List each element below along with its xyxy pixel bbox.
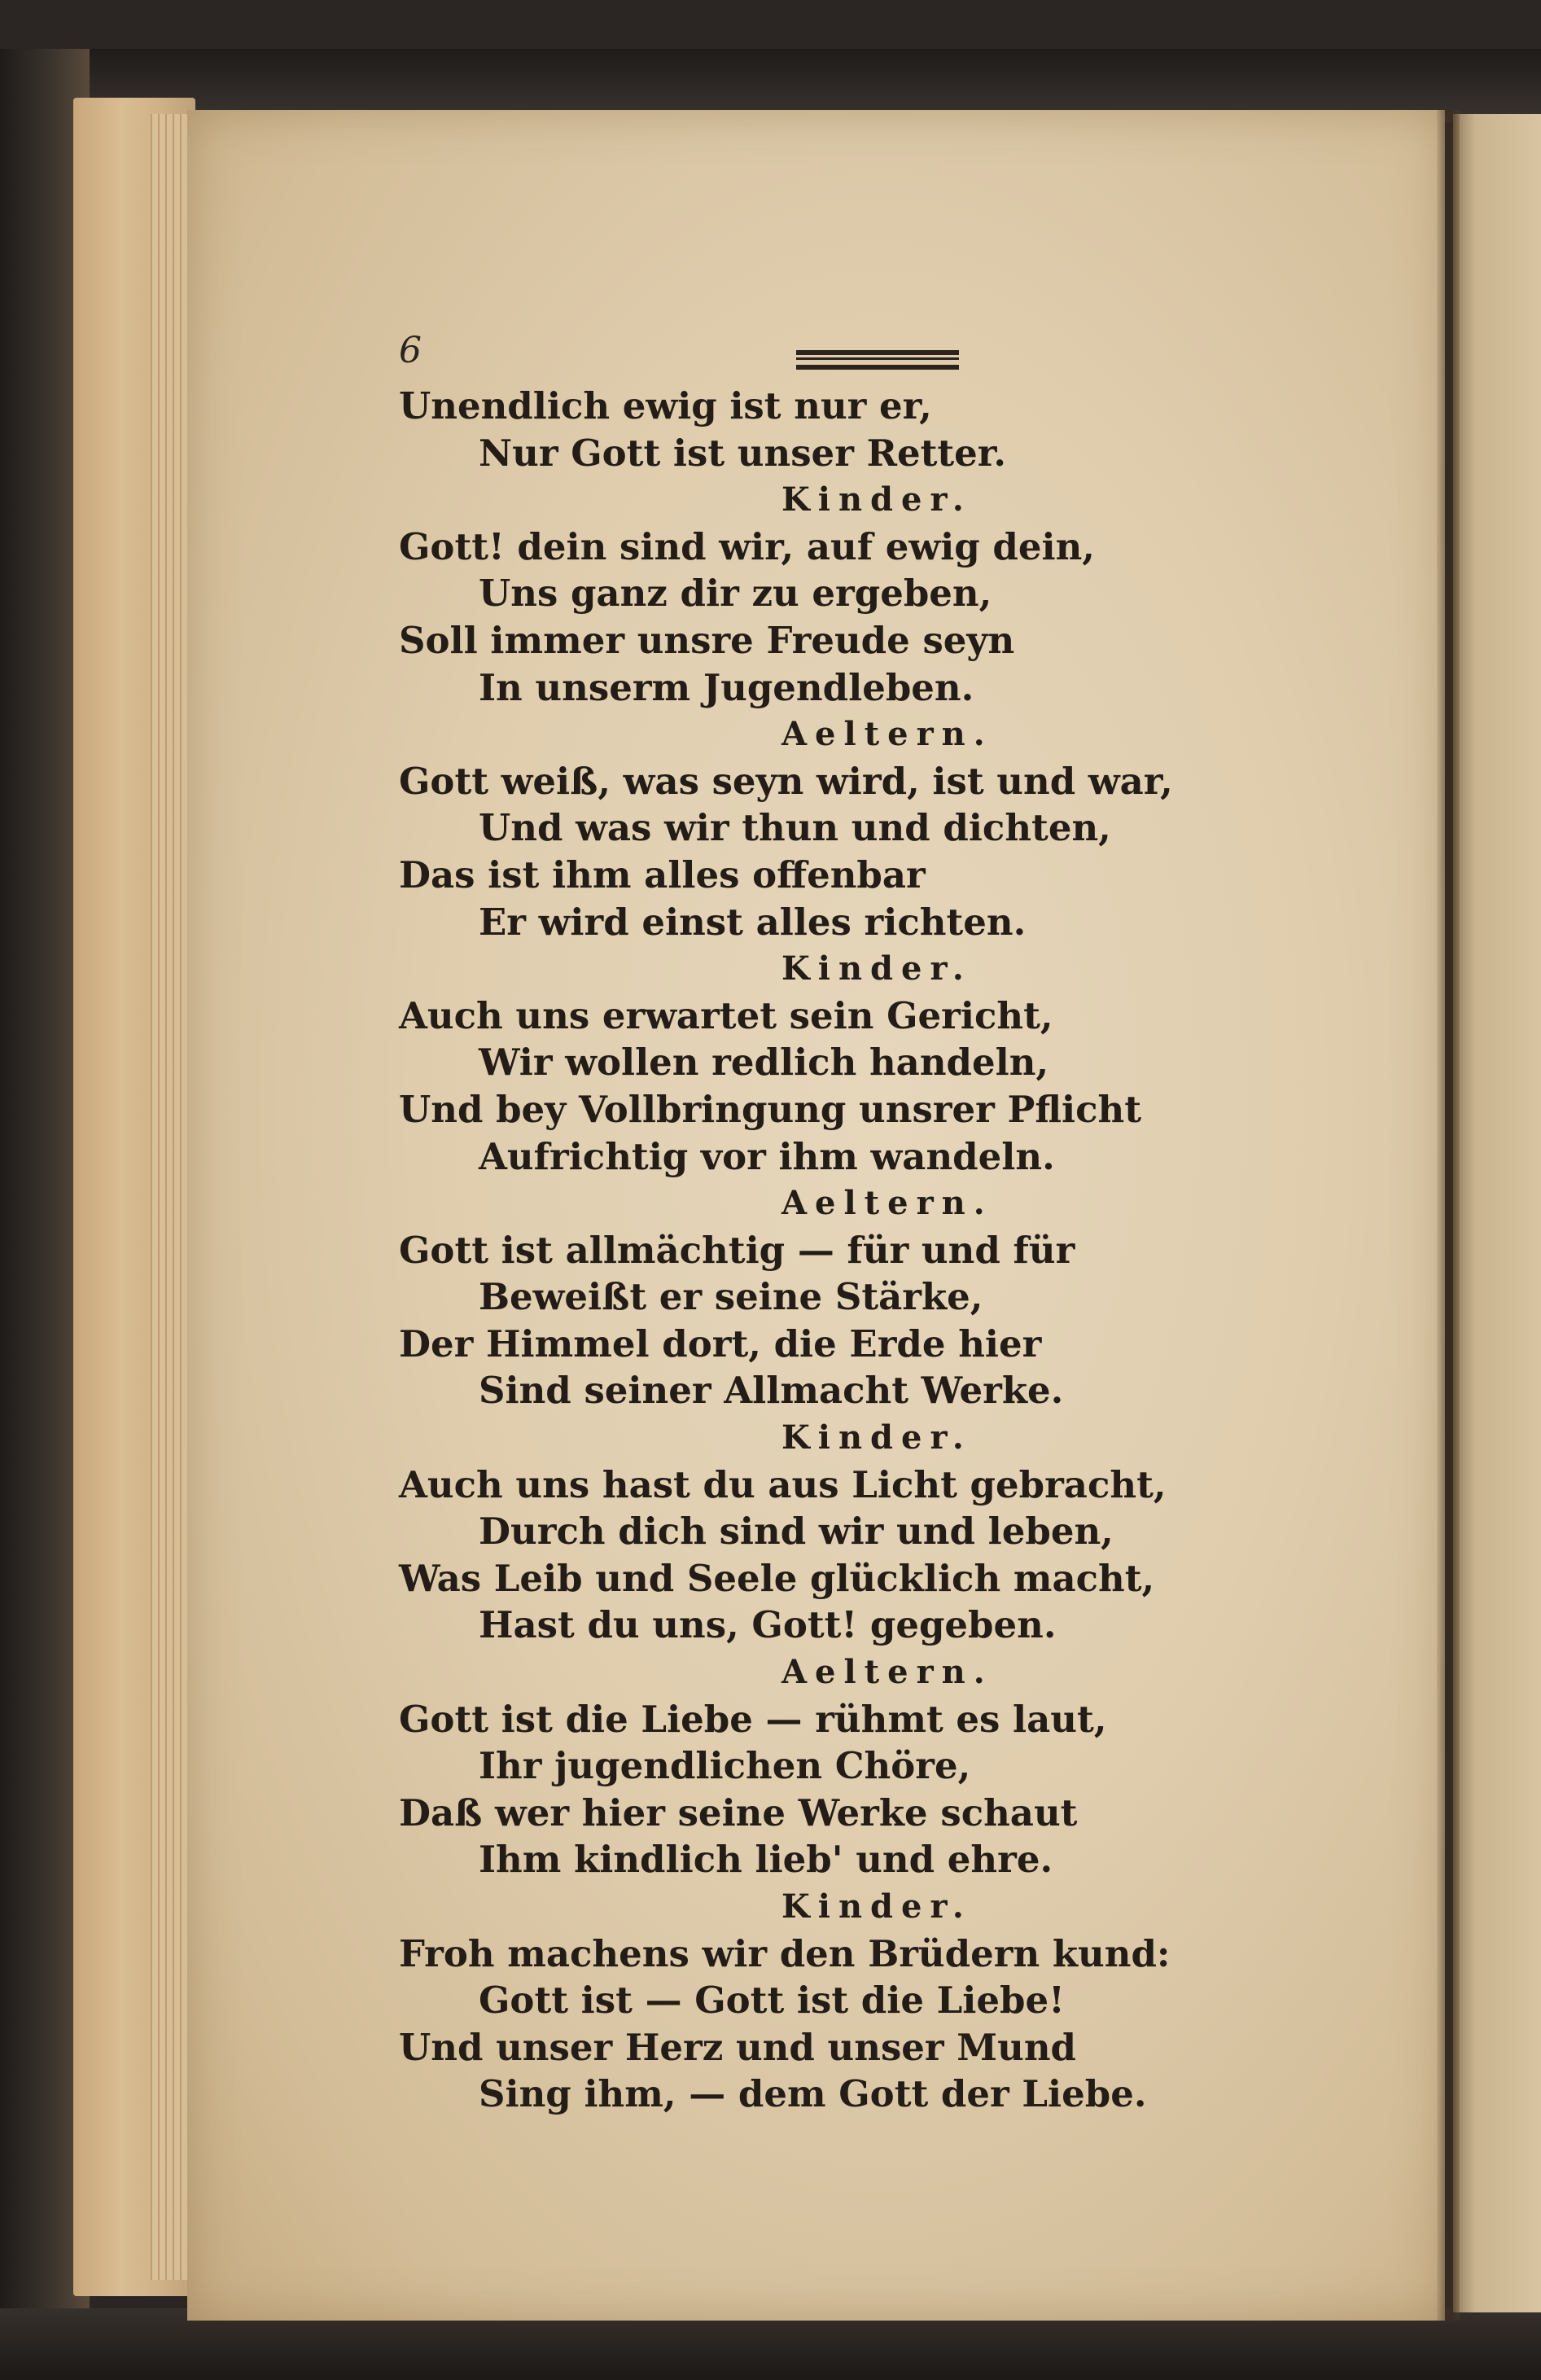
verse-line: In unserm Jugendleben. bbox=[479, 665, 974, 709]
verse-line: Was Leib und Seele glücklich macht, bbox=[399, 1556, 1155, 1600]
verse-line: Beweißt er seine Stärke, bbox=[479, 1275, 983, 1319]
verse-line: Froh machens wir den Brüdern kund: bbox=[399, 1931, 1171, 1975]
verse-line: Daß wer hier seine Werke schaut bbox=[399, 1790, 1078, 1834]
speaker-heading: Aeltern. bbox=[781, 1653, 993, 1692]
verse-line: Gott weiß, was seyn wird, ist und war, bbox=[399, 759, 1173, 803]
speaker-heading: Kinder. bbox=[781, 1418, 972, 1457]
verse-line: Gott ist die Liebe — rühmt es laut, bbox=[399, 1697, 1107, 1741]
verse-line: Wir wollen redlich handeln, bbox=[479, 1041, 1049, 1085]
verse-line: Das ist ihm alles offenbar bbox=[399, 853, 926, 896]
speaker-heading: Kinder. bbox=[781, 480, 972, 519]
verse-line: Auch uns hast du aus Licht gebracht, bbox=[399, 1462, 1167, 1506]
page-stack-edges bbox=[151, 114, 191, 2280]
verse-line: Soll immer unsre Freude seyn bbox=[399, 618, 1015, 662]
verse-line: Sind seiner Allmacht Werke. bbox=[479, 1369, 1064, 1413]
page-number: 6 bbox=[399, 330, 422, 371]
verse-line: Unendlich ewig ist nur er, bbox=[399, 384, 932, 427]
verse-line: Er wird einst alles richten. bbox=[479, 900, 1027, 944]
header-rule-ornament bbox=[796, 350, 959, 370]
verse-line: Sing ihm, — dem Gott der Liebe. bbox=[479, 2072, 1147, 2116]
speaker-heading: Kinder. bbox=[781, 949, 972, 988]
page-gutter bbox=[1437, 110, 1460, 2321]
verse-line: Der Himmel dort, die Erde hier bbox=[399, 1321, 1042, 1365]
verse-line: Gott! dein sind wir, auf ewig dein, bbox=[399, 524, 1095, 568]
speaker-heading: Aeltern. bbox=[781, 715, 993, 754]
verse-line: Gott ist allmächtig — für und für bbox=[399, 1228, 1075, 1272]
speaker-heading: Aeltern. bbox=[781, 1184, 993, 1223]
verse-line: Durch dich sind wir und leben, bbox=[479, 1510, 1114, 1554]
verse-line: Hast du uns, Gott! gegeben. bbox=[479, 1603, 1057, 1647]
verse-line: Uns ganz dir zu ergeben, bbox=[479, 572, 992, 616]
verse-line: Und bey Vollbringung unsrer Pflicht bbox=[399, 1087, 1142, 1131]
verse-line: Aufrichtig vor ihm wandeln. bbox=[479, 1134, 1055, 1178]
verse-line: Ihr jugendlichen Chöre, bbox=[479, 1744, 971, 1788]
verse-line: Nur Gott ist unser Retter. bbox=[479, 431, 1007, 475]
verse-line: Gott ist — Gott ist die Liebe! bbox=[479, 1979, 1065, 2023]
verse-line: Auch uns erwartet sein Gericht, bbox=[399, 993, 1053, 1037]
speaker-heading: Kinder. bbox=[781, 1887, 972, 1926]
facing-page-edge bbox=[1453, 114, 1541, 2312]
poem-text bbox=[399, 383, 1311, 2118]
verse-line: Ihm kindlich lieb' und ehre. bbox=[479, 1838, 1053, 1882]
verse-line: Und unser Herz und unser Mund bbox=[399, 2025, 1076, 2069]
verse-line: Und was wir thun und dichten, bbox=[479, 806, 1111, 850]
